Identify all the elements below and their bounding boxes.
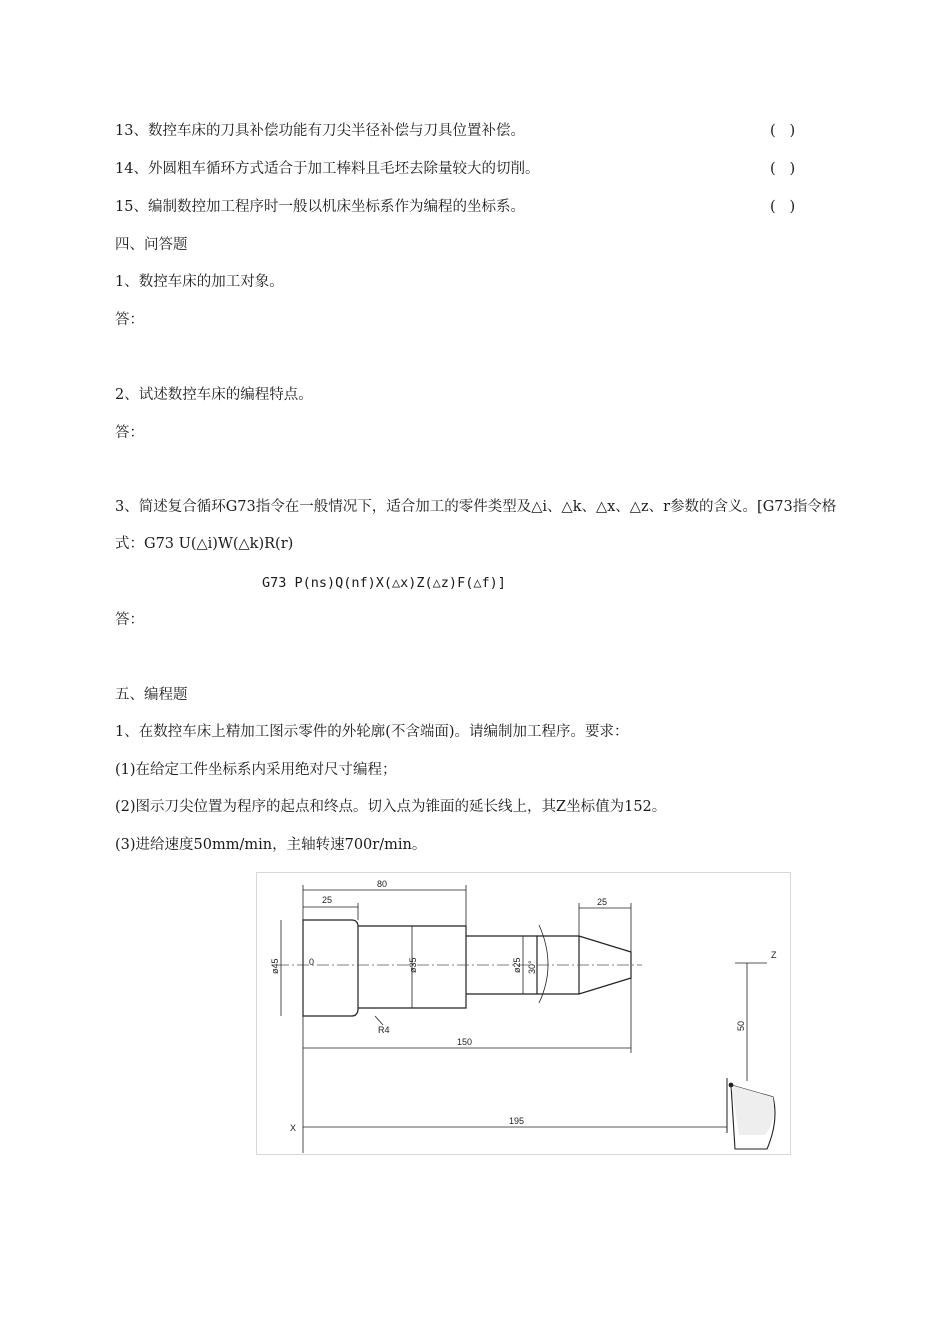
label-25-left: 25 bbox=[322, 895, 333, 905]
question-13: 13、数控车床的刀具补偿功能有刀尖半径补偿与刀具位置补偿。 bbox=[115, 123, 525, 139]
qa-answer-1: 答： bbox=[115, 312, 144, 328]
label-axis-z: Z bbox=[771, 950, 777, 960]
qa-question-2: 2、试述数控车床的编程特点。 bbox=[115, 387, 313, 403]
label-axis-x: X bbox=[290, 1123, 297, 1133]
label-r4: R4 bbox=[378, 1025, 390, 1035]
requirement-1: (1)在给定工件坐标系内采用绝对尺寸编程； bbox=[115, 762, 397, 778]
qa-answer-2: 答： bbox=[115, 425, 144, 441]
label-dia-25: ø25 bbox=[512, 957, 522, 973]
prog-question-1: 1、在数控车床上精加工图示零件的外轮廓(不含端面)。请编制加工程序。要求： bbox=[115, 724, 629, 740]
label-25-right: 25 bbox=[597, 897, 608, 907]
question-14: 14、外圆粗车循环方式适合于加工棒料且毛坯去除量较大的切削。 bbox=[115, 161, 540, 177]
label-80: 80 bbox=[377, 879, 388, 889]
answer-paren-14[interactable]: ( ) bbox=[770, 161, 796, 177]
requirement-3: (3)进给速度50mm/min，主轴转速700r/min。 bbox=[115, 837, 427, 853]
cutting-tool bbox=[727, 1078, 775, 1149]
qa-question-3: 3、简述复合循环G73指令在一般情况下，适合加工的零件类型及△i、△k、△x、△z、r参数的含义。[G73指令格式：G73 U(△i)W(△k)R(r) bbox=[115, 499, 837, 552]
requirement-2: (2)图示刀尖位置为程序的起点和终点。切入点为锥面的延长线上，其Z坐标值为152。 bbox=[115, 799, 667, 815]
tool-tip-point bbox=[729, 1083, 734, 1088]
angle-arc bbox=[539, 925, 548, 1003]
section-title-qa: 四、问答题 bbox=[115, 237, 188, 253]
label-50: 50 bbox=[736, 1020, 746, 1031]
part-drawing bbox=[256, 872, 791, 1155]
question-15: 15、编制数控加工程序时一般以机床坐标系作为编程的坐标系。 bbox=[115, 199, 525, 215]
collar-outline bbox=[303, 920, 358, 1016]
answer-paren-15[interactable]: ( ) bbox=[770, 199, 796, 215]
qa-answer-3: 答： bbox=[115, 612, 144, 628]
label-dia-35: ø35 bbox=[408, 957, 418, 973]
label-150: 150 bbox=[457, 1037, 473, 1047]
answer-paren-13[interactable]: ( ) bbox=[770, 123, 796, 139]
label-angle-30: 30° bbox=[527, 960, 537, 974]
part-drawing-svg bbox=[257, 873, 790, 1154]
label-origin: 0 bbox=[309, 957, 315, 967]
label-195: 195 bbox=[509, 1116, 525, 1126]
label-dia-45: ø45 bbox=[270, 958, 280, 974]
g73-format-line2: G73 P(ns)Q(nf)X(△x)Z(△z)F(△f)] bbox=[262, 575, 506, 591]
qa-question-1: 1、数控车床的加工对象。 bbox=[115, 274, 284, 290]
section-title-programming: 五、编程题 bbox=[115, 687, 188, 703]
